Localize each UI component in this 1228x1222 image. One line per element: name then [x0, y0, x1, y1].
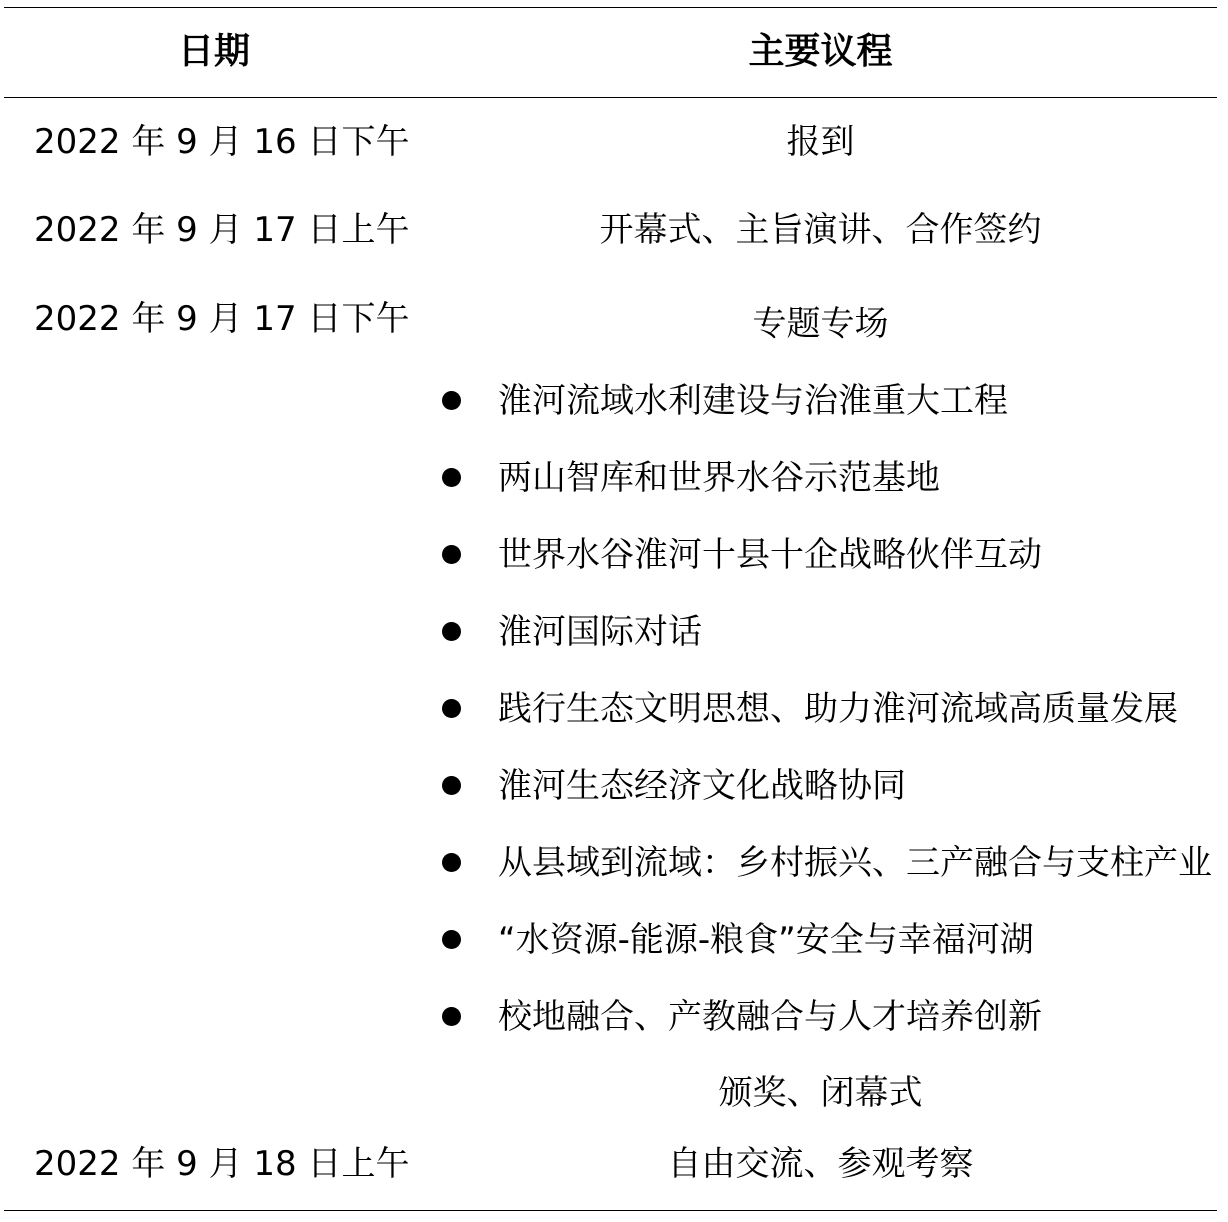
session-label: 世界水谷淮河十县十企战略伙伴互动 [498, 535, 1042, 575]
session-item [440, 456, 1220, 500]
session-label: “水资源-能源-粮食”安全与幸福河湖 [498, 920, 1034, 960]
session-item [440, 764, 1220, 808]
session-label: 践行生态文明思想、助力淮河流域高质量发展 [498, 689, 1178, 729]
row-4-agenda: 自由交流、参观考察 [667, 1144, 974, 1184]
session-item [440, 918, 1220, 962]
table-bottom-rule [4, 1210, 1217, 1211]
row-1-date: 2022 年 9 月 16 日下午 [34, 122, 410, 162]
bullet-icon [442, 391, 461, 410]
session-item [440, 995, 1220, 1039]
bullet-icon [442, 545, 461, 564]
bullet-icon [442, 1007, 461, 1026]
row-2-date: 2022 年 9 月 17 日上午 [34, 210, 410, 250]
row-1-agenda: 报到 [786, 122, 855, 162]
bullet-icon [442, 853, 461, 872]
row-2-agenda: 开幕式、主旨演讲、合作签约 [599, 210, 1042, 250]
bullet-icon [442, 622, 461, 641]
session-item [440, 610, 1220, 654]
session-label: 淮河流域水利建设与治淮重大工程 [498, 381, 1008, 421]
session-label: 校地融合、产教融合与人才培养创新 [498, 997, 1042, 1037]
session-label: 从县域到流域：乡村振兴、三产融合与支柱产业 [498, 843, 1212, 883]
session-label: 淮河国际对话 [498, 612, 702, 652]
header-agenda: 主要议程 [748, 31, 893, 72]
header-date: 日期 [177, 31, 250, 72]
table-top-rule [4, 7, 1217, 8]
header-rule [4, 97, 1217, 98]
session-item [440, 687, 1220, 731]
row-3-closing: 颁奖、闭幕式 [718, 1073, 923, 1113]
bullet-icon [442, 699, 461, 718]
session-item [440, 841, 1220, 885]
row-3-agenda: 专题专场 [752, 304, 889, 344]
session-item [440, 379, 1220, 423]
row-4-date: 2022 年 9 月 18 日上午 [34, 1144, 410, 1184]
bullet-icon [442, 776, 461, 795]
bullet-icon [442, 468, 461, 487]
row-3-date: 2022 年 9 月 17 日下午 [34, 299, 410, 339]
session-item [440, 533, 1220, 577]
session-label: 淮河生态经济文化战略协同 [498, 766, 906, 806]
session-label: 两山智库和世界水谷示范基地 [498, 458, 940, 498]
bullet-icon [442, 930, 461, 949]
